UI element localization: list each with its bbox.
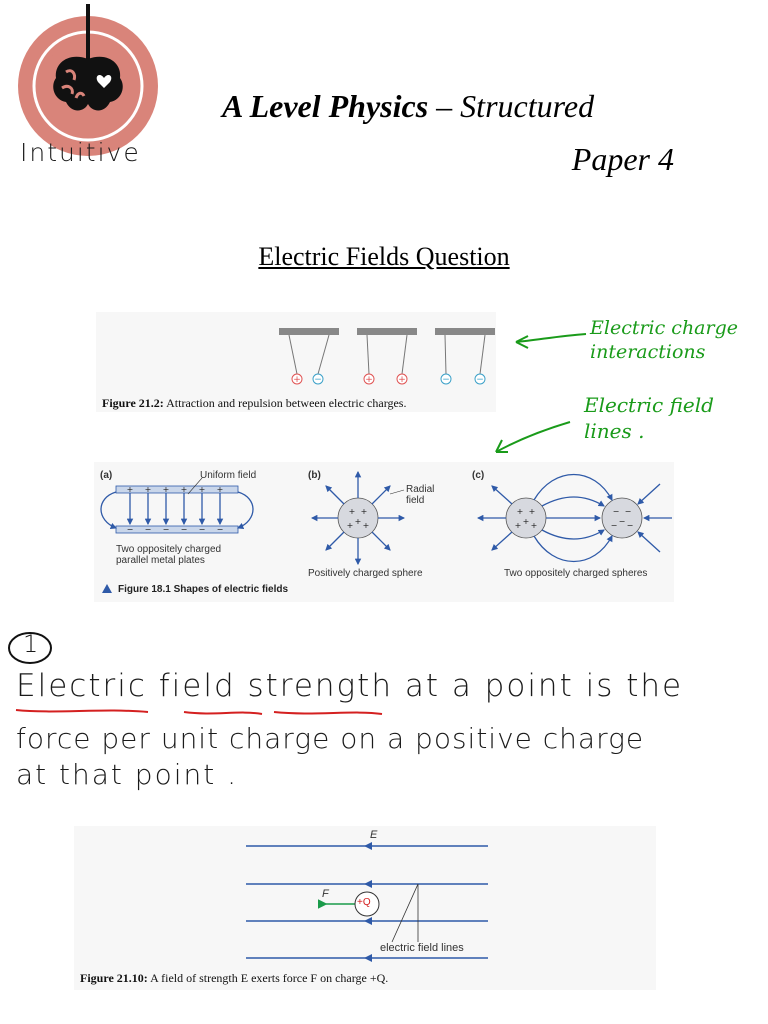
caption-text: Attraction and repulsion between electric charges. <box>163 396 407 410</box>
svg-text:+: + <box>354 517 362 526</box>
svg-text:−: − <box>624 507 632 516</box>
svg-text:−: − <box>618 517 626 526</box>
panel-a-uniform-field <box>101 478 253 534</box>
svg-text:−: − <box>198 525 206 534</box>
title-bold: A Level Physics <box>222 88 429 124</box>
charge-interaction-diagram <box>96 312 496 392</box>
force-label-f: F <box>322 888 329 900</box>
svg-text:+: + <box>530 521 538 530</box>
svg-text:+: + <box>293 375 301 385</box>
panel-c-tag: (c) <box>472 470 485 481</box>
caption-line: Two oppositely charged <box>116 544 222 555</box>
svg-text:−: − <box>610 521 618 530</box>
panel-b-caption: Positively charged sphere <box>308 568 423 579</box>
svg-text:+: + <box>348 507 356 516</box>
svg-text:+: + <box>198 485 206 494</box>
svg-text:+: + <box>126 485 134 494</box>
panel-b-label <box>406 484 434 506</box>
annotation-charge-interactions <box>590 316 738 364</box>
svg-text:−: − <box>216 525 224 534</box>
figure-21-2 <box>96 312 496 412</box>
answer-line-2: force per unit charge on a positive charge <box>16 722 645 755</box>
annotation-line: interactions <box>590 341 706 363</box>
label-line: field <box>406 495 425 506</box>
svg-text:+: + <box>522 517 530 526</box>
svg-text:+: + <box>144 485 152 494</box>
svg-text:−: − <box>144 525 152 534</box>
svg-text:−: − <box>126 525 134 534</box>
annotation-line: Electric field <box>584 393 714 417</box>
svg-text:−: − <box>442 375 450 385</box>
answer-line-1: Electric field strength at a point is the <box>16 668 684 704</box>
svg-text:+: + <box>365 375 373 385</box>
annotation-line: lines . <box>584 419 645 443</box>
page-subtitle: Paper 4 <box>571 141 674 177</box>
panel-a-caption <box>116 544 221 566</box>
svg-text:+: + <box>346 521 354 530</box>
svg-text:+: + <box>360 507 368 516</box>
figure-18-1-caption: Figure 18.1 Shapes of electric fields <box>118 584 289 595</box>
svg-text:+: + <box>516 507 524 516</box>
panel-b-radial-field <box>312 472 404 564</box>
svg-text:+: + <box>528 507 536 516</box>
field-lines-label: electric field lines <box>380 942 464 954</box>
annotation-line: Electric charge <box>590 317 739 339</box>
field-label-e: E <box>370 829 378 841</box>
charge-label: +Q <box>357 897 371 908</box>
uniform-field-force-diagram <box>74 826 656 966</box>
page-title <box>222 88 594 125</box>
panel-b-tag: (b) <box>308 470 321 481</box>
svg-text:−: − <box>476 375 484 385</box>
svg-text:+: + <box>180 485 188 494</box>
svg-text:−: − <box>180 525 188 534</box>
question-title: Electric Fields Question <box>258 242 510 271</box>
svg-text:+: + <box>216 485 224 494</box>
logo-wordmark: Intuitive <box>20 138 141 167</box>
svg-text:+: + <box>514 521 522 530</box>
svg-text:+: + <box>362 521 370 530</box>
label-line: Radial <box>406 484 435 495</box>
question-number: 1 <box>23 630 39 658</box>
title-rest: – Structured <box>428 88 595 124</box>
panel-c-two-spheres <box>478 475 672 562</box>
figure-21-10-caption <box>80 971 388 986</box>
svg-text:+: + <box>398 375 406 385</box>
svg-text:−: − <box>314 375 322 385</box>
caption-text: A field of strength E exerts force F on charge +Q. <box>147 971 389 985</box>
svg-text:−: − <box>162 525 170 534</box>
annotation-field-lines <box>584 392 714 444</box>
svg-text:−: − <box>612 507 620 516</box>
caption-line: parallel metal plates <box>116 555 205 566</box>
underline-marks <box>14 702 394 722</box>
figure-18-1 <box>94 462 674 602</box>
panel-a-tag: (a) <box>100 470 113 481</box>
svg-text:−: − <box>626 521 634 530</box>
panel-c-caption: Two oppositely charged spheres <box>504 568 648 579</box>
answer-line-3: at that point . <box>16 758 239 791</box>
caption-label: Figure 21.2: <box>102 396 164 410</box>
panel-a-label: Uniform field <box>200 470 257 481</box>
figure-21-10 <box>74 826 656 990</box>
figure-21-2-caption <box>102 396 406 411</box>
svg-text:+: + <box>162 485 170 494</box>
caption-label: Figure 21.10: <box>80 971 148 985</box>
electric-field-shapes <box>94 462 674 602</box>
